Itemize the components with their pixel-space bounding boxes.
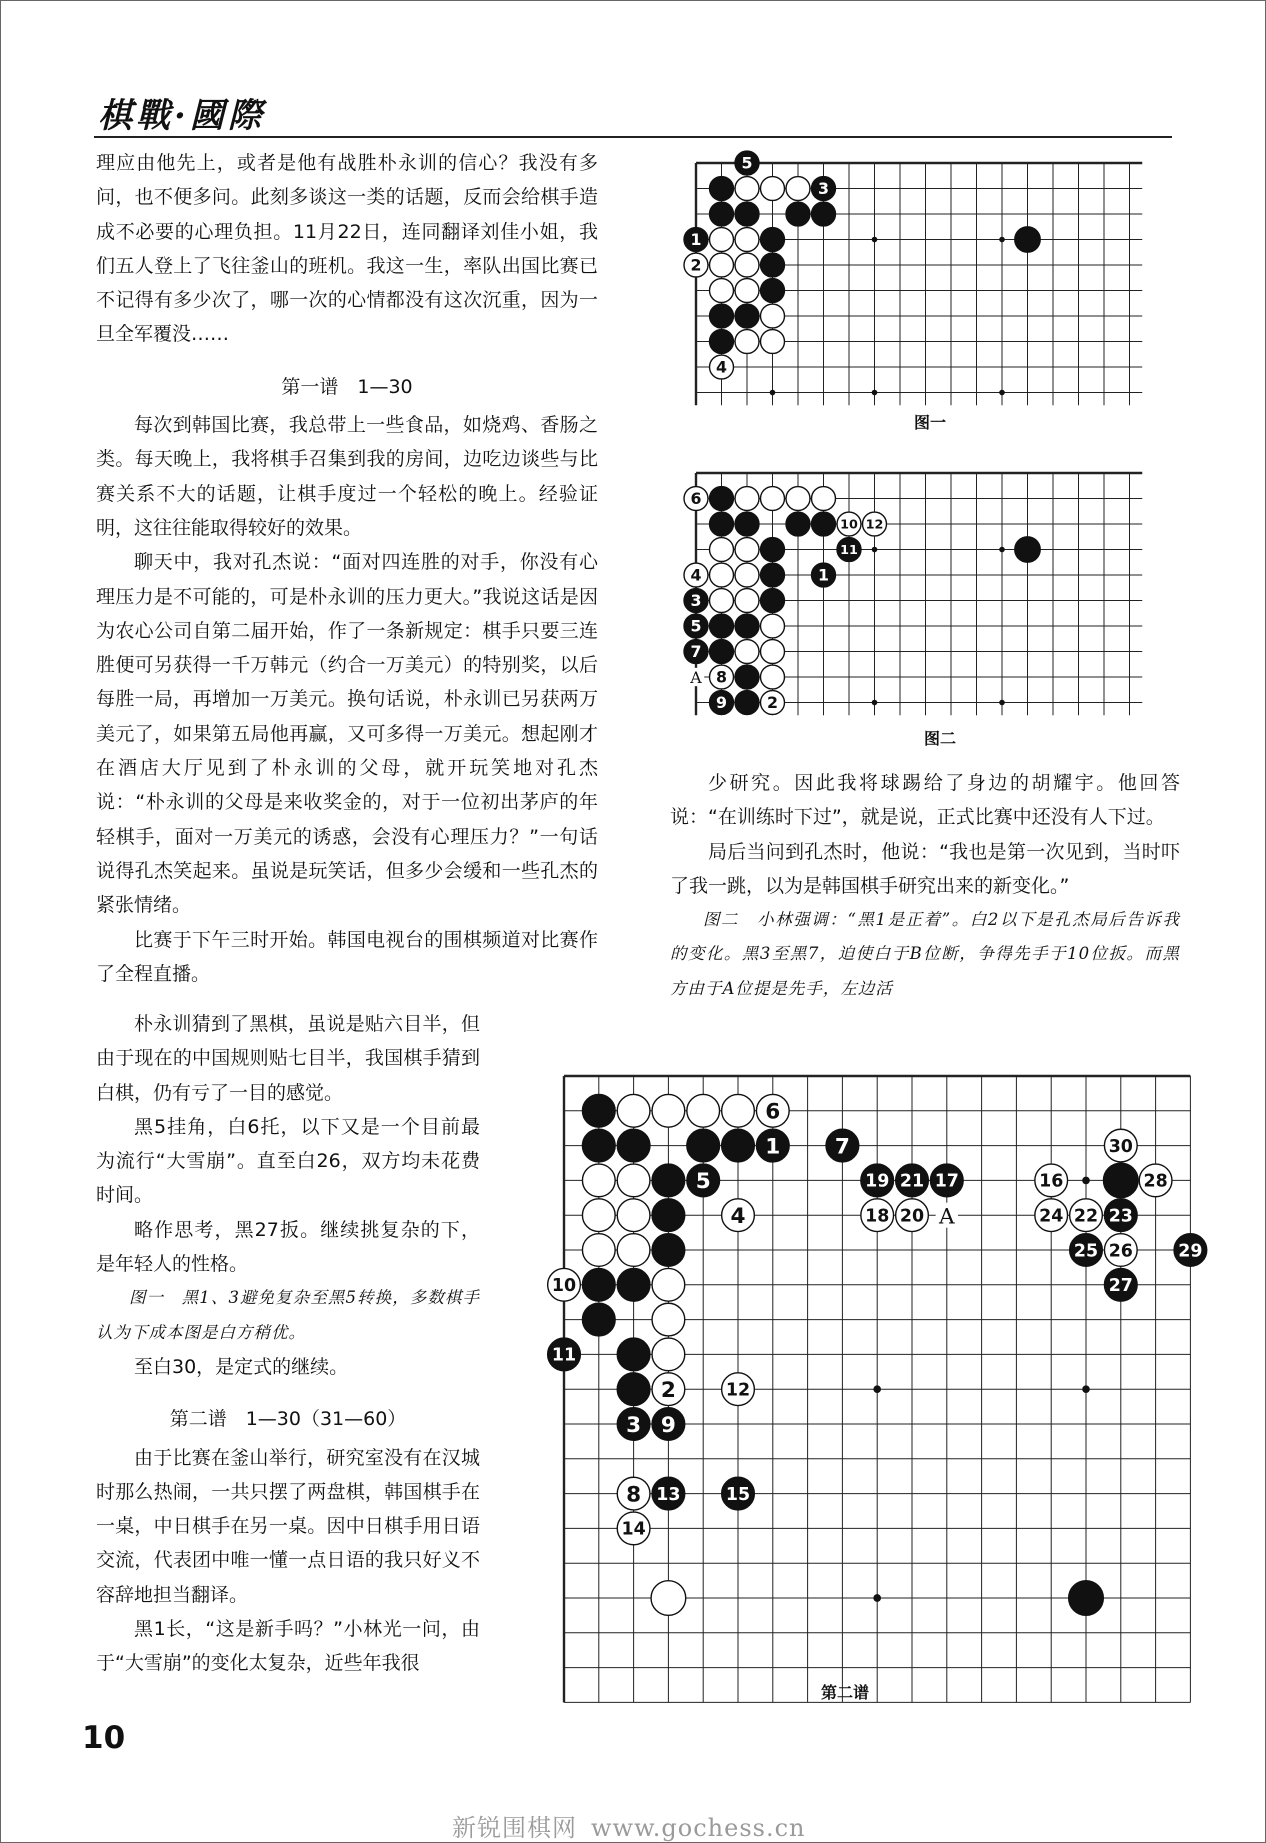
move-number: 1	[690, 230, 702, 250]
black-stone	[786, 512, 810, 536]
page-number: 10	[82, 1720, 126, 1756]
point-letter: A	[939, 1204, 955, 1230]
narrow-text-column	[96, 1007, 480, 1681]
black-stone	[722, 1129, 755, 1162]
star-point	[999, 700, 1005, 706]
move-number: 3	[690, 591, 702, 611]
move-number: 8	[626, 1482, 642, 1508]
star-point	[999, 237, 1005, 243]
white-stone	[652, 1303, 685, 1336]
black-stone	[617, 1373, 650, 1406]
move-number: 19	[865, 1171, 890, 1192]
white-stone	[710, 253, 734, 277]
white-stone	[761, 330, 785, 354]
black-stone	[761, 253, 785, 277]
black-stone	[582, 1303, 615, 1336]
diagram-game-record-2	[510, 1040, 1203, 1680]
black-stone	[761, 228, 785, 252]
move-number: 1	[818, 565, 829, 585]
white-stone	[735, 487, 759, 511]
black-stone-lone	[1103, 1163, 1138, 1198]
black-stone	[812, 512, 836, 536]
black-stone	[617, 1338, 650, 1371]
white-stone	[735, 589, 759, 613]
black-stone	[710, 614, 734, 638]
move-number: 12	[725, 1380, 751, 1401]
star-point	[770, 390, 776, 396]
move-number: 11	[551, 1345, 577, 1366]
move-number: 30	[1108, 1136, 1133, 1157]
white-stone	[617, 1164, 650, 1197]
move-number: 24	[1039, 1206, 1064, 1227]
white-stone	[761, 665, 785, 689]
paragraph: 聊天中，我对孔杰说：“面对四连胜的对手，你没有心理压力是不可能的，可是朴永训的压力更大。”我说这话是因为农心公司自第二届开始，作了一条新规定：棋手只要三连胜便可另获得一千万韩元（约合一万美元）的特别奖，以后每胜一局，再增加一万美元。换句话说，朴永训已另获两万美元了，如果第五局他再赢，又可多得一万美元。想起刚才在酒店大厅见到了朴永训的父母，就开玩笑地对孔杰说：“朴永训的父母是来收奖金的，对于一位初出茅庐的年轻棋手，面对一万美元的诱惑，会没有心理压力？”一句话说得孔杰笑起来。虽说是玩笑话，但多少会缓和一些孔杰的紧张情绪。	[96, 551, 598, 917]
move-number: 28	[1143, 1171, 1168, 1192]
black-stone	[735, 304, 759, 328]
white-stone	[735, 177, 759, 201]
move-number: 29	[1178, 1241, 1203, 1262]
black-stone	[761, 589, 785, 613]
page-header-title: 棋戰·國際	[98, 96, 266, 136]
white-stone-lone	[651, 1581, 686, 1616]
move-number: 21	[899, 1171, 925, 1192]
white-stone	[735, 538, 759, 562]
white-stone	[687, 1094, 720, 1127]
black-stone	[582, 1094, 615, 1127]
white-stone	[652, 1268, 685, 1301]
white-stone	[710, 589, 734, 613]
paragraph: 局后当问到孔杰时，他说：“我也是第一次见到，当时吓了我一跳，以为是韩国棋手研究出来的新变化。”	[670, 840, 1180, 897]
white-stone	[761, 304, 785, 328]
star-point	[872, 547, 878, 553]
figure-caption: 图二 小林强调：“黑1是正着”。白2以下是孔杰局后告诉我的变化。黑3至黑7，迫使白于B位断，争得先手于10位扳。而黑方由于A位提是先手，左边活	[670, 910, 1180, 998]
header-rule	[94, 136, 1172, 138]
move-number: 25	[1073, 1241, 1099, 1262]
white-stone	[735, 330, 759, 354]
move-number: 6	[765, 1099, 781, 1125]
black-stone	[812, 202, 836, 226]
black-stone	[652, 1199, 685, 1232]
white-stone	[617, 1234, 650, 1267]
white-stone	[761, 614, 785, 638]
move-number: 20	[899, 1206, 925, 1227]
white-stone	[710, 563, 734, 587]
white-stone	[761, 177, 785, 201]
white-stone	[582, 1234, 615, 1267]
black-stone	[652, 1164, 685, 1197]
white-stone	[735, 563, 759, 587]
black-stone-lone	[1069, 1581, 1104, 1616]
move-number: 2	[690, 255, 702, 275]
move-number: 14	[621, 1519, 646, 1540]
paragraph: 比赛于下午三时开始。韩国电视台的围棋频道对比赛作了全程直播。	[96, 928, 598, 985]
white-stone	[812, 487, 836, 511]
black-stone	[652, 1234, 685, 1267]
black-stone	[710, 304, 734, 328]
move-number: 5	[695, 1169, 711, 1195]
white-stone	[582, 1199, 615, 1232]
move-number: 15	[725, 1484, 751, 1505]
white-stone	[786, 177, 810, 201]
watermark	[452, 1808, 819, 1843]
white-stone	[652, 1094, 685, 1127]
move-number: 2	[767, 693, 778, 713]
move-number: 2	[660, 1377, 676, 1403]
move-number: 26	[1108, 1241, 1133, 1262]
white-stone	[582, 1164, 615, 1197]
section-heading: 第二谱 1—30（31—60）	[169, 1408, 407, 1431]
point-letter: A	[690, 668, 702, 688]
white-stone	[617, 1094, 650, 1127]
move-number: 10	[840, 517, 858, 533]
black-stone	[735, 512, 759, 536]
watermark-url: www.gochess.cn	[591, 1814, 806, 1842]
black-stone	[735, 614, 759, 638]
star-point	[999, 390, 1005, 396]
figure-1-caption-label: 图一	[913, 413, 946, 432]
black-stone	[617, 1129, 650, 1162]
section-heading: 第一谱 1—30	[281, 375, 413, 398]
move-number: 7	[690, 642, 702, 662]
right-text-column	[670, 766, 1180, 1006]
move-number: 3	[818, 179, 829, 199]
move-number: 7	[834, 1134, 850, 1160]
paragraph: 黑1长，“这是新手吗？”小林光一问，由于“大雪崩”的变化太复杂，近些年我很	[96, 1618, 480, 1675]
paragraph: 朴永训猜到了黑棋，虽说是贴六目半，但由于现在的中国规则贴七目半，我国棋手猜到白棋，仍有亏了一目的感觉。	[96, 1013, 480, 1104]
white-stone	[722, 1094, 755, 1127]
black-stone	[710, 202, 734, 226]
figure-caption: 图一 黑1、3避免复杂至黑5转换，多数棋手认为下成本图是白方稍优。	[96, 1288, 480, 1342]
paragraph: 每次到韩国比赛，我总带上一些食品，如烧鸡、香肠之类。每天晚上，我将棋手召集到我的房间，边吃边谈些与比赛关系不大的话题，让棋手度过一个轻松的晚上。经验证明，这往往能取得较好的效果。	[96, 414, 598, 539]
white-stone	[710, 228, 734, 252]
star-point	[872, 390, 878, 396]
black-stone-lone	[1015, 537, 1040, 562]
black-stone	[761, 279, 785, 303]
black-stone	[582, 1129, 615, 1162]
paragraph: 少研究。因此我将球踢给了身边的胡耀宇。他回答说：“在训练时下过”，就是说，正式比赛中还没有人下过。	[670, 772, 1180, 829]
star-point	[872, 237, 878, 243]
black-stone	[710, 177, 734, 201]
black-stone	[735, 665, 759, 689]
white-stone	[710, 538, 734, 562]
white-stone	[735, 279, 759, 303]
move-number: 4	[690, 565, 702, 585]
black-stone-lone	[1015, 227, 1040, 252]
black-stone	[710, 330, 734, 354]
move-number: 18	[865, 1206, 890, 1227]
move-number: 10	[551, 1276, 577, 1297]
white-stone	[735, 640, 759, 664]
black-stone	[786, 202, 810, 226]
black-stone	[761, 538, 785, 562]
move-number: 22	[1073, 1206, 1099, 1227]
star-point	[1082, 1177, 1090, 1185]
black-stone	[761, 563, 785, 587]
white-stone	[652, 1338, 685, 1371]
black-stone	[710, 512, 734, 536]
move-number: 23	[1108, 1206, 1133, 1227]
black-stone	[710, 640, 734, 664]
move-number: 6	[690, 489, 702, 509]
white-stone	[786, 487, 810, 511]
move-number: 3	[626, 1412, 642, 1438]
move-number: 12	[865, 517, 884, 533]
move-number: 4	[716, 357, 727, 377]
black-stone	[582, 1268, 615, 1301]
move-number: 9	[660, 1412, 676, 1438]
move-number: 11	[840, 543, 858, 559]
game-record-caption-label: 第二谱	[820, 1683, 869, 1702]
paragraph: 黑5挂角，白6托，以下又是一个目前最为流行“大雪崩”。直至白26，双方均未花费时间。	[96, 1115, 480, 1207]
paragraph: 理应由他先上，或者是他有战胜朴永训的信心？我没有多问，也不便多问。此刻多谈这一类的话题，反而会给棋手造成不必要的心理负担。11月22日，连同翻译刘佳小姐，我们五人登上了飞往釜山的班机。我这一生，率队出国比赛已不记得有多少次了，哪一次的心情都没有这次沉重，因为一旦全军覆没……	[96, 152, 598, 346]
star-point	[873, 1385, 881, 1393]
white-stone	[761, 487, 785, 511]
move-number: 5	[741, 153, 753, 173]
move-number: 4	[730, 1203, 746, 1229]
move-number: 27	[1108, 1276, 1133, 1297]
white-stone	[710, 279, 734, 303]
move-number: 5	[690, 616, 702, 636]
black-stone	[687, 1129, 720, 1162]
paragraph: 略作思考，黑27扳。继续挑复杂的下，是年轻人的性格。	[96, 1218, 480, 1276]
watermark-site: 新锐围棋网	[452, 1814, 577, 1842]
white-stone	[761, 640, 785, 664]
black-stone	[735, 691, 759, 715]
move-number: 17	[934, 1171, 959, 1192]
paragraph: 至白30，是定式的继续。	[134, 1355, 349, 1378]
move-number: 16	[1039, 1171, 1064, 1192]
white-stone	[617, 1199, 650, 1232]
move-number: 13	[656, 1484, 681, 1505]
move-number: 8	[716, 667, 727, 687]
white-stone	[735, 228, 759, 252]
black-stone	[617, 1268, 650, 1301]
star-point	[873, 1594, 881, 1602]
star-point	[999, 547, 1005, 553]
move-number: 9	[716, 693, 727, 713]
black-stone	[710, 487, 734, 511]
star-point	[1082, 1385, 1090, 1393]
diagram-figure-2	[686, 448, 1172, 726]
black-stone	[735, 202, 759, 226]
move-number: 1	[765, 1134, 781, 1160]
paragraph: 由于比赛在釜山举行，研究室没有在汉城时那么热闹，一共只摆了两盘棋，韩国棋手在一桌，中日棋手在另一桌。因中日棋手用日语交流，代表团中唯一懂一点日语的我只好义不容辞地担当翻译。	[96, 1446, 480, 1606]
figure-2-caption-label: 图二	[923, 729, 956, 748]
white-stone	[735, 253, 759, 277]
star-point	[872, 700, 878, 706]
diagram-figure-1	[686, 150, 1172, 410]
left-text-column	[96, 146, 598, 991]
